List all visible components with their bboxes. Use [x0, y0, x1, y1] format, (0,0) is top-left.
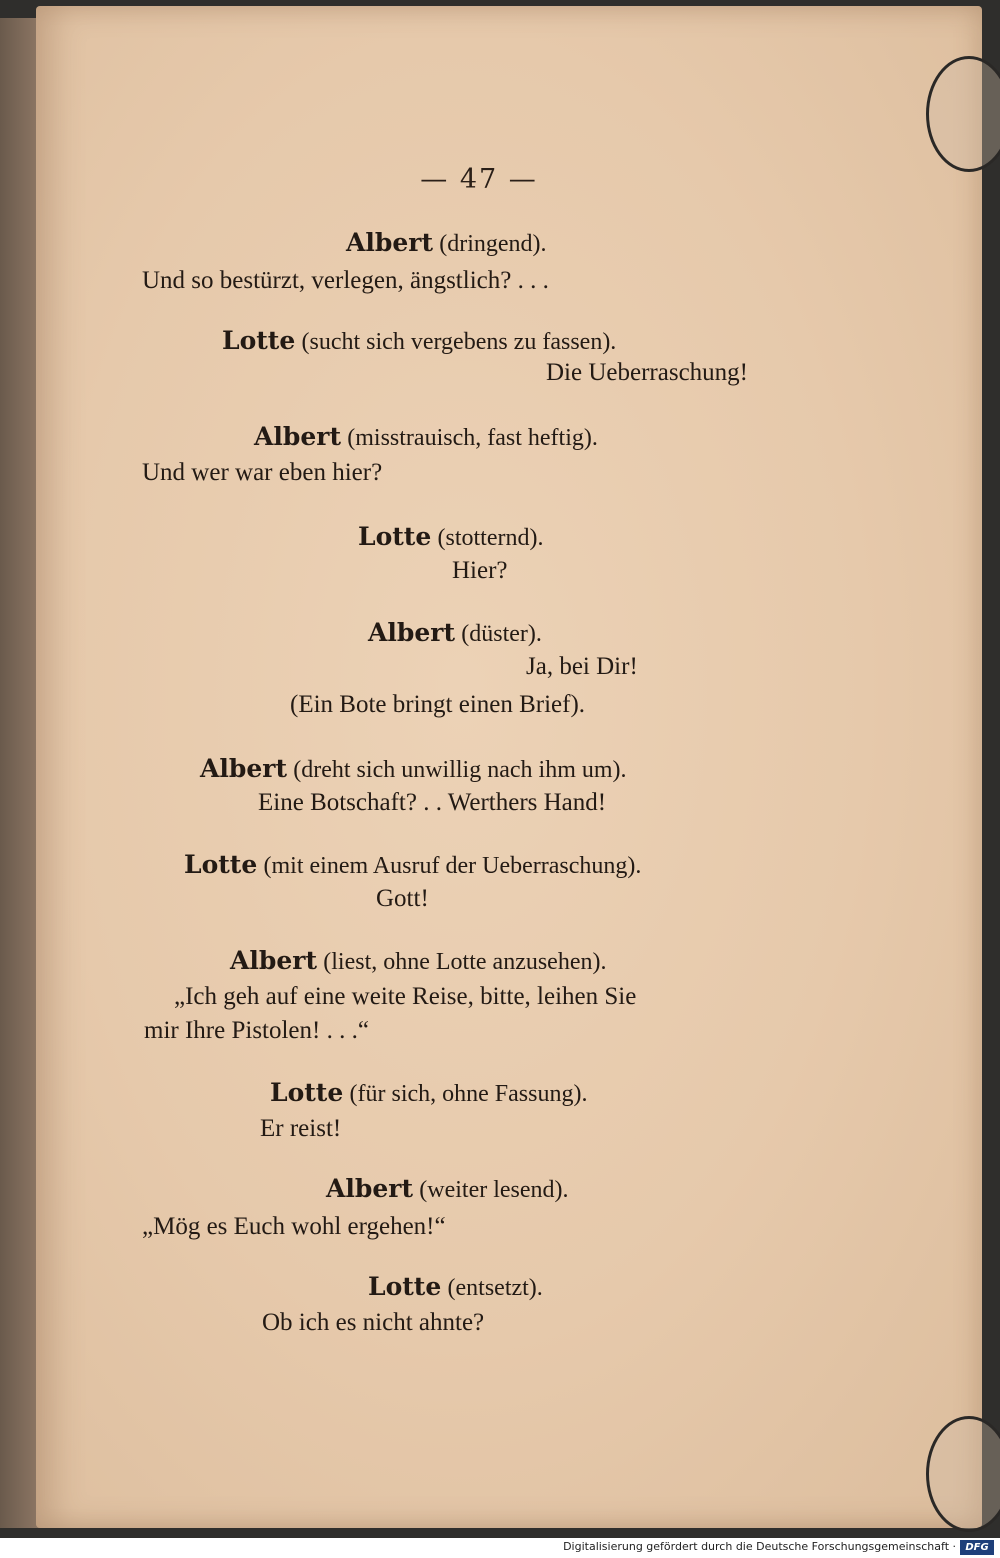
dialogue-line: „Ich geh auf eine weite Reise, bitte, leihen Sie	[174, 983, 637, 1010]
speaker-name: Lotte	[270, 1078, 344, 1107]
page-clip-top	[926, 56, 1000, 172]
page-clip-bottom	[926, 1416, 1000, 1532]
book-page	[36, 6, 982, 1528]
stage-direction: (mit einem Ausruf der Ueberraschung).	[263, 853, 642, 879]
dialogue-line: Er reist!	[260, 1115, 342, 1142]
stage-direction-line: (Ein Bote bringt einen Brief).	[290, 691, 586, 718]
speaker-line	[200, 754, 627, 785]
dialogue-line: Gott!	[376, 885, 429, 912]
stage-direction: (dringend).	[439, 231, 547, 257]
speaker-name: Albert	[326, 1174, 413, 1203]
stage-direction: (misstrauisch, fast heftig).	[347, 425, 598, 451]
stage-direction: (stotternd).	[437, 525, 544, 551]
stage-direction: (liest, ohne Lotte anzusehen).	[323, 949, 607, 975]
speaker-line	[368, 1272, 543, 1303]
dialogue-line: Und wer war eben hier?	[142, 459, 383, 486]
dialogue-line: Und so bestürzt, verlegen, ängstlich? . . .	[142, 267, 549, 294]
speaker-name: Albert	[254, 422, 341, 451]
dialogue-line: Eine Botschaft? . . Werthers Hand!	[258, 789, 607, 816]
speaker-line	[254, 422, 598, 453]
speaker-line	[346, 228, 547, 259]
speaker-name: Lotte	[184, 850, 258, 879]
dialogue-line: Ob ich es nicht ahnte?	[262, 1309, 485, 1336]
digitization-footer	[0, 1538, 1000, 1558]
dialogue-line: Hier?	[452, 557, 508, 584]
speaker-line	[326, 1174, 569, 1205]
stage-direction: (sucht sich vergebens zu fassen).	[301, 329, 617, 355]
stage-direction: (weiter lesend).	[419, 1177, 569, 1203]
stage-direction: (entsetzt).	[447, 1275, 543, 1301]
speaker-line	[184, 850, 641, 881]
speaker-name: Albert	[346, 228, 433, 257]
stage-direction: (düster).	[461, 621, 542, 647]
speaker-name: Albert	[200, 754, 287, 783]
dialogue-line: „Mög es Euch wohl ergehen!“	[142, 1213, 446, 1240]
speaker-name: Albert	[230, 946, 317, 975]
speaker-name: Lotte	[368, 1272, 442, 1301]
stage-direction: (dreht sich unwillig nach ihm um).	[293, 757, 627, 783]
speaker-line	[368, 618, 542, 649]
speaker-line	[230, 946, 606, 977]
dialogue-line: mir Ihre Pistolen! . . .“	[144, 1017, 369, 1044]
page-number: — 47 —	[420, 164, 538, 195]
speaker-line	[270, 1078, 587, 1109]
speaker-name: Albert	[368, 618, 455, 647]
speaker-line	[222, 326, 616, 357]
stage-direction: (für sich, ohne Fassung).	[349, 1081, 588, 1107]
speaker-name: Lotte	[222, 326, 296, 355]
dialogue-line: Ja, bei Dir!	[526, 653, 638, 680]
speaker-name: Lotte	[358, 522, 432, 551]
footer-credit: Digitalisierung gefördert durch die Deutsche Forschungsgemeinschaft ·	[563, 1540, 956, 1553]
dialogue-line: Die Ueberraschung!	[546, 359, 748, 386]
speaker-line	[358, 522, 544, 553]
dfg-logo: DFG	[960, 1540, 994, 1555]
